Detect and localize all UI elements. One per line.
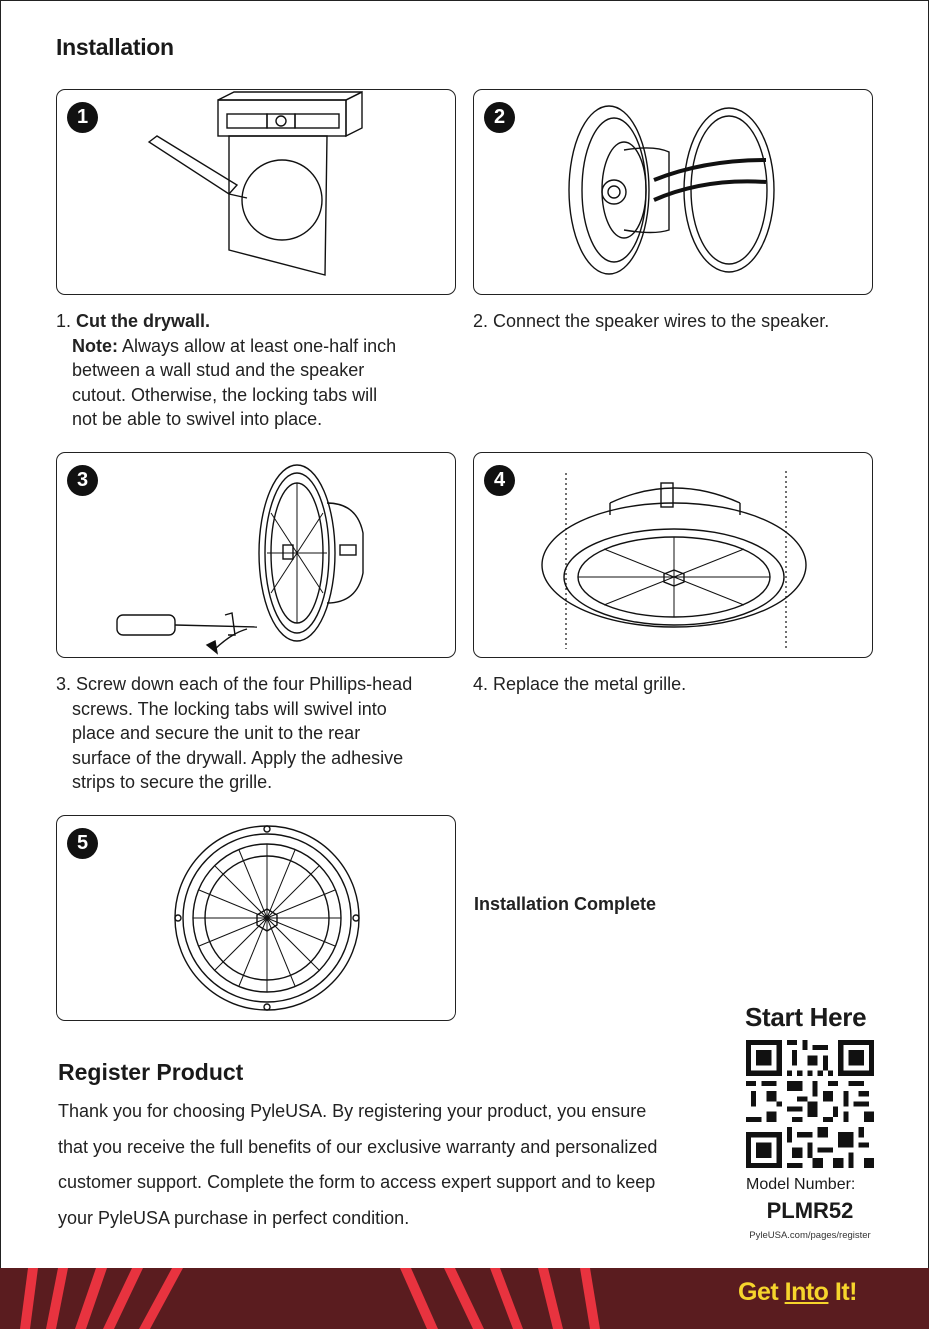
installation-complete-label: Installation Complete	[474, 894, 657, 914]
step-badge-3: 3	[67, 465, 98, 496]
step-1-number: 1.	[56, 311, 72, 331]
register-url[interactable]: PyleUSA.com/pages/register	[749, 1230, 871, 1241]
tagline-pre: Get	[738, 1278, 785, 1306]
step-1-instructions	[56, 309, 456, 432]
register-line: customer support. Complete the form to access expert support and to keep	[58, 1172, 656, 1192]
page-title: Installation	[56, 34, 174, 60]
step-1-note-line: not be able to swivel into place.	[72, 409, 323, 429]
step-1-note-line: Always allow at least one-half inch	[122, 335, 397, 356]
footer-tagline	[738, 1278, 857, 1307]
register-title: Register Product	[58, 1059, 244, 1085]
finished-grille-drawing	[57, 816, 456, 1021]
model-number-value: PLMR52	[766, 1198, 854, 1223]
screw-tabs-drawing	[57, 453, 456, 658]
speaker-wiring-drawing	[474, 90, 873, 295]
step-4-instructions: 4. Replace the metal grille.	[473, 674, 687, 694]
grille-replace-drawing	[474, 453, 873, 658]
step-badge-1: 1	[67, 102, 98, 133]
register-line: your PyleUSA purchase in perfect condition.	[58, 1207, 410, 1228]
step-1-heading: Cut the drywall.	[76, 311, 211, 331]
start-here-title: Start Here	[745, 1002, 867, 1032]
register-line: that you receive the full benefits of our exclusive warranty and personalized	[58, 1136, 658, 1157]
step-3-line: screws. The locking tabs will swivel into	[72, 698, 387, 719]
step-3-line: strips to secure the grille.	[72, 772, 273, 792]
footer-band	[0, 1268, 929, 1329]
register-line: Thank you for choosing PyleUSA. By registering your product, you ensure	[58, 1101, 647, 1121]
step-badge-5: 5	[67, 828, 98, 859]
tagline-post: It!	[828, 1278, 857, 1306]
step-1-note-line: between a wall stud and the speaker	[72, 360, 365, 380]
register-body	[58, 1094, 748, 1236]
tagline-mid: Into	[784, 1278, 829, 1306]
step-badge-2: 2	[484, 102, 515, 133]
qr-code-icon[interactable]	[746, 1040, 874, 1168]
step-2-illustration	[473, 89, 873, 295]
step-3-illustration	[56, 452, 456, 658]
step-3-line: surface of the drywall. Apply the adhesive	[72, 747, 404, 768]
model-number-label: Model Number:	[746, 1176, 856, 1193]
drywall-cut-drawing	[57, 90, 456, 295]
step-3-line: 3. Screw down each of the four Phillips-head	[56, 674, 413, 694]
step-3-line: place and secure the unit to the rear	[72, 723, 361, 743]
step-1-note-label: Note:	[72, 335, 118, 356]
step-badge-4: 4	[484, 465, 515, 496]
step-1-note-line: cutout. Otherwise, the locking tabs will	[72, 384, 378, 405]
step-5-illustration	[56, 815, 456, 1021]
step-3-instructions	[56, 672, 466, 795]
step-4-illustration	[473, 452, 873, 658]
step-2-instructions: 2. Connect the speaker wires to the speaker.	[473, 311, 830, 331]
step-1-illustration	[56, 89, 456, 295]
